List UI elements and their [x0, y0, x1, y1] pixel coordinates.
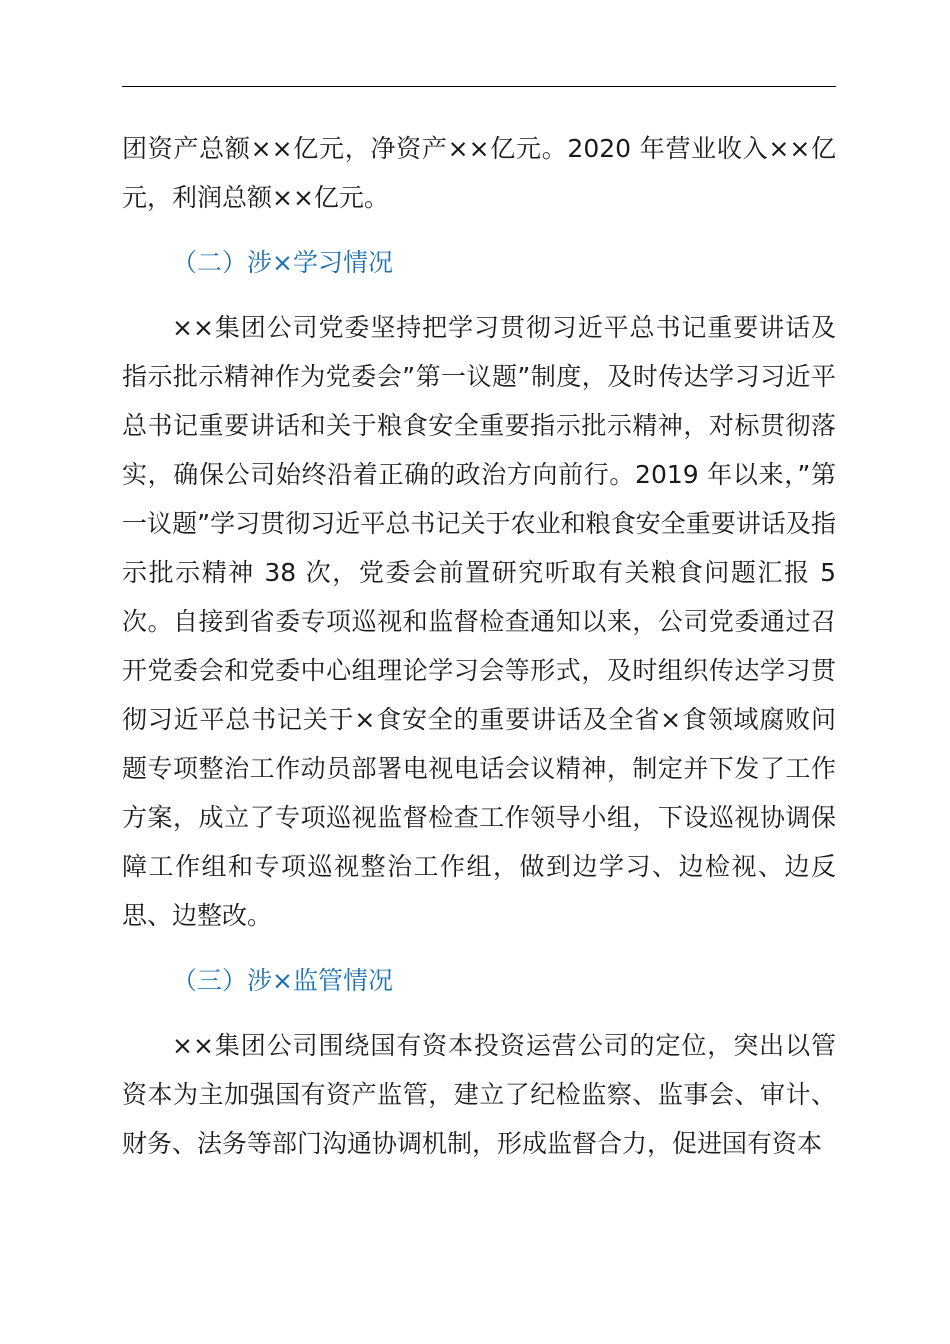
paragraph-supervision: ××集团公司围绕国有资本投资运营公司的定位，突出以管资本为主加强国有资产监管，建立了纪检监察、监事会、审计、财务、法务等部门沟通协调机制，形成监督合力，促进国有资本 — [122, 1031, 836, 1158]
document-body — [122, 124, 836, 1168]
section-heading-supervision: （三）涉×监管情况 — [172, 966, 393, 995]
section-heading-study: （二）涉×学习情况 — [172, 248, 393, 277]
paragraph-study: ××集团公司党委坚持把学习贯彻习近平总书记重要讲话及指示批示精神作为党委会”第一议题”制度，及时传达学习习近平总书记重要讲话和关于粮食安全重要指示批示精神，对标贯彻落实，确保公司始终沿着正确的政治方向前行。2019 年以来，”第一议题”学习贯彻习近平总书记关于农业和粮食安全重要讲话及指示批示精神 38 次，党委会前置研究听取有关粮食问题汇报 5 次。自接到省委专项巡视和监督检查通知以来，公司党委通过召开党委会和党委中心组理论学习会等形式，及时组织传达学习贯彻习近平总书记关于×食安全的重要讲话及全省×食领域腐败问题专项整治工作动员部署电视电话会议精神，制定并下发了工作方案，成立了专项巡视监督检查工作领导小组，下设巡视协调保障工作组和专项巡视整治工作组，做到边学习、边检视、边反思、边整改。 — [122, 313, 836, 930]
header-rule — [122, 86, 836, 87]
paragraph-assets: 团资产总额××亿元，净资产××亿元。2020 年营业收入××亿元，利润总额××亿元。 — [122, 134, 836, 212]
